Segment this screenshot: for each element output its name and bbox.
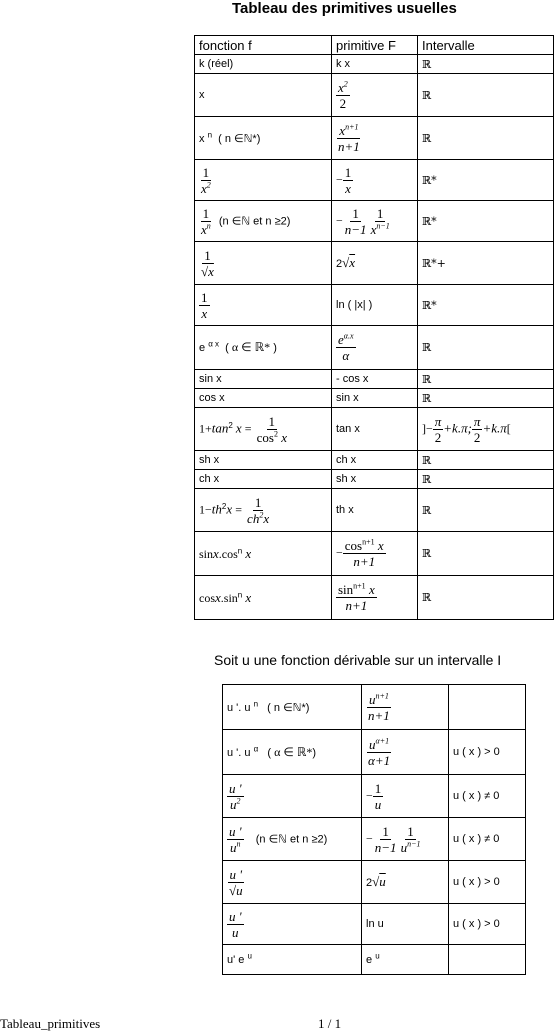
- cell-F: e $^u$: [362, 945, 449, 975]
- cell-f: u' e $^u$: [223, 945, 362, 975]
- footer-page-number: 1 / 1: [318, 1016, 342, 1031]
- cell-I: u ( x ) > 0: [449, 861, 526, 904]
- table-header-row: [195, 36, 554, 55]
- page-title: Tableau des primitives usuelles: [232, 0, 457, 17]
- footer-filename: Tableau_primitives: [0, 1016, 101, 1031]
- cell-f: ch x: [195, 470, 332, 489]
- cell-f: sh x: [195, 451, 332, 470]
- cell-I: ℝ: [418, 74, 554, 117]
- cell-F: $\frac{\sin^{n+1} x}{n+1}$: [332, 576, 418, 620]
- table-row: [223, 730, 526, 775]
- table-row: [195, 55, 554, 74]
- cell-f: cos x: [195, 389, 332, 408]
- cell-F: $\frac{u^{\alpha+1}}{\alpha+1}$: [362, 730, 449, 775]
- cell-f: $1+\tan^2$ x = $\frac{1}{\cos^2 x}$: [195, 408, 332, 451]
- cell-I: ℝ: [418, 470, 554, 489]
- cell-F: ln ( |x| ): [332, 285, 418, 326]
- cell-I: ℝ: [418, 389, 554, 408]
- cell-I: ℝ: [418, 370, 554, 389]
- cell-F: ch x: [332, 451, 418, 470]
- cell-I: [449, 685, 526, 730]
- table-row: [195, 470, 554, 489]
- table-row: [195, 242, 554, 285]
- cell-F: 2√u: [362, 861, 449, 904]
- cell-f: $\frac{u '}{u}$: [223, 904, 362, 945]
- cell-I: u ( x ) > 0: [449, 730, 526, 775]
- cell-F: tan x: [332, 408, 418, 451]
- header-intervalle: Intervalle: [418, 36, 554, 55]
- table-row: [195, 370, 554, 389]
- cell-I: ℝ: [418, 532, 554, 576]
- cell-f: sin x: [195, 370, 332, 389]
- primitives-table: [194, 35, 554, 620]
- header-fonction: fonction f: [195, 36, 332, 55]
- cell-F: − $\frac{\cos^{n+1} x}{n+1}$: [332, 532, 418, 576]
- cell-I: u ( x ) ≠ 0: [449, 775, 526, 818]
- cell-f: k (réel): [195, 55, 332, 74]
- table-row: [223, 861, 526, 904]
- cell-I: ℝ: [418, 117, 554, 160]
- cell-F: sin x: [332, 389, 418, 408]
- cell-f: $\frac{1}{x^2}$: [195, 160, 332, 201]
- cell-f: e $^{\alpha x}$ ( α ∈ ℝ* ): [195, 326, 332, 370]
- table-row: [195, 285, 554, 326]
- cell-I: ℝ: [418, 489, 554, 532]
- cell-F: th x: [332, 489, 418, 532]
- cell-I: u ( x ) ≠ 0: [449, 818, 526, 861]
- cell-I: ℝ: [418, 451, 554, 470]
- cell-f: $\cos x.\sin^n$ x: [195, 576, 332, 620]
- cell-I: ]− $\frac{\pi}{2}$ +k.π; $\frac{\pi}{2}$ +k.π[: [418, 408, 554, 451]
- table-row: [195, 576, 554, 620]
- cell-F: $\frac{e^{\alpha.x}}{\alpha}$: [332, 326, 418, 370]
- cell-f: $\frac{u '}{u^2}$: [223, 775, 362, 818]
- cell-f: $\frac{1}{x^n}$ (n ∈ℕ et n ≥2): [195, 201, 332, 242]
- cell-F: − $\frac{1}{x}$: [332, 160, 418, 201]
- section-subtitle: Soit u une fonction dérivable sur un intervalle I: [214, 652, 502, 668]
- table-row: [195, 74, 554, 117]
- cell-I: ℝ*+: [418, 242, 554, 285]
- cell-f: u '. u $^\alpha$ ( α ∈ ℝ*): [223, 730, 362, 775]
- table-row: [195, 408, 554, 451]
- cell-f: $1-th^2x$ = $\frac{1}{ch^2x}$: [195, 489, 332, 532]
- cell-F: sh x: [332, 470, 418, 489]
- table-row: [195, 117, 554, 160]
- composite-primitives-table: [222, 684, 526, 975]
- header-primitive: primitive F: [332, 36, 418, 55]
- cell-f: $\sin x.\cos^n$ x: [195, 532, 332, 576]
- cell-F: ln u: [362, 904, 449, 945]
- table-row: [223, 945, 526, 975]
- cell-F: - cos x: [332, 370, 418, 389]
- cell-I: ℝ: [418, 576, 554, 620]
- cell-F: − $\frac{1}{n-1}$ $\frac{1}{u^{n-1}}$: [362, 818, 449, 861]
- cell-I: ℝ: [418, 326, 554, 370]
- table-row: [195, 451, 554, 470]
- cell-f: $\frac{1}{√x}$: [195, 242, 332, 285]
- cell-F: $\frac{x^2}{2}$: [332, 74, 418, 117]
- cell-F: − $\frac{1}{n-1}$ $\frac{1}{x^{n-1}}$: [332, 201, 418, 242]
- cell-f: x: [195, 74, 332, 117]
- cell-f: $\frac{1}{x}$: [195, 285, 332, 326]
- table-row: [223, 685, 526, 730]
- cell-F: k x: [332, 55, 418, 74]
- cell-F: $\frac{u^{n+1}}{n+1}$: [362, 685, 449, 730]
- table-row: [195, 489, 554, 532]
- cell-f: $\frac{u '}{u^n}$ (n ∈ℕ et n ≥2): [223, 818, 362, 861]
- cell-I: ℝ*: [418, 201, 554, 242]
- table-row: [195, 201, 554, 242]
- cell-F: 2√x: [332, 242, 418, 285]
- cell-I: ℝ*: [418, 160, 554, 201]
- table-row: [195, 389, 554, 408]
- table-row: [223, 904, 526, 945]
- table-row: [195, 160, 554, 201]
- cell-F: $\frac{x^{n+1}}{n+1}$: [332, 117, 418, 160]
- cell-I: [449, 945, 526, 975]
- cell-F: − $\frac{1}{u}$: [362, 775, 449, 818]
- cell-f: x $^n$ ( n ∈ℕ*): [195, 117, 332, 160]
- cell-I: ℝ: [418, 55, 554, 74]
- table-row: [223, 775, 526, 818]
- cell-f: $\frac{u '}{√u}$: [223, 861, 362, 904]
- table-row: [195, 532, 554, 576]
- table-row: [223, 818, 526, 861]
- table-row: [195, 326, 554, 370]
- cell-I: ℝ*: [418, 285, 554, 326]
- cell-I: u ( x ) > 0: [449, 904, 526, 945]
- cell-f: u '. u $^n$ ( n ∈ℕ*): [223, 685, 362, 730]
